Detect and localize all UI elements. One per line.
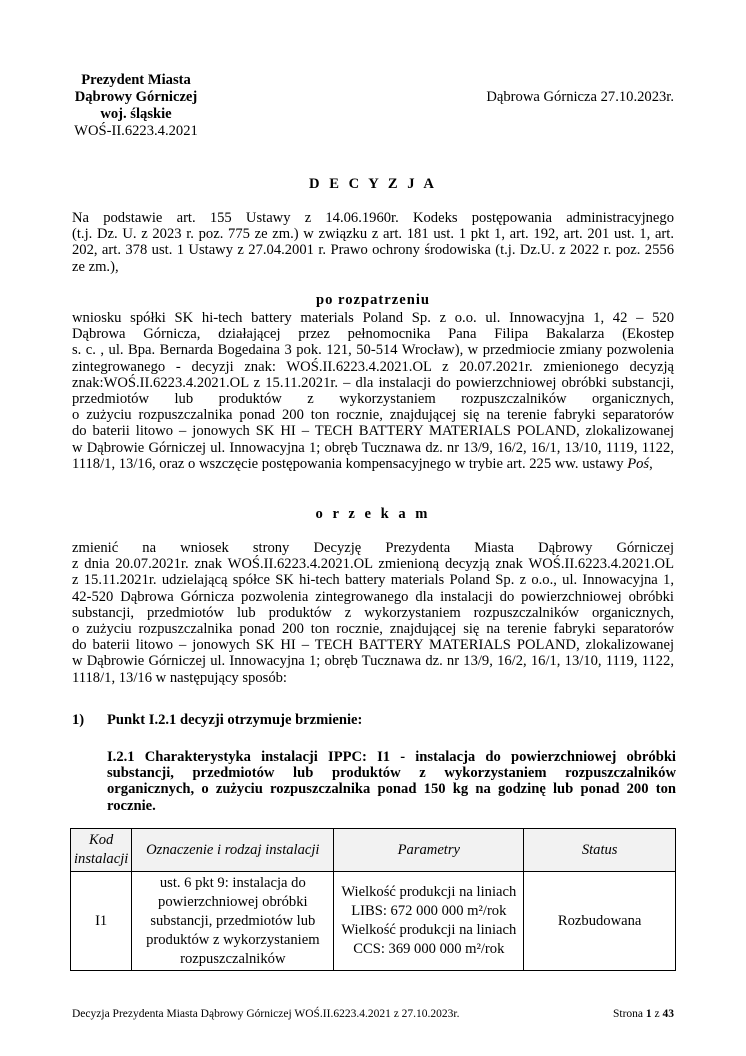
page-footer bbox=[72, 1008, 674, 1020]
page-sep: z bbox=[654, 1008, 660, 1020]
text-line: organicznych, o zużyciu rozpuszczalnika ponad 150 kg na godzinę lub ponad 200 ton bbox=[107, 781, 676, 798]
installation-table bbox=[70, 828, 676, 971]
item-text: Punkt I.2.1 decyzji otrzymuje brzmienie: bbox=[107, 712, 363, 728]
law-abbreviation: Poś bbox=[627, 455, 650, 472]
text-line: Dąbrowa Górnicza, działającej przez pełnomocnika Pana Filipa Bakalarza (Ekostep bbox=[72, 326, 674, 343]
text-line: znak:WOŚ.II.6223.4.2021.OL z 15.11.2021r. – dla instalacji do powierzchniowej obróbki substancji, bbox=[72, 374, 674, 391]
text-line: o zużyciu rozpuszczalnika ponad 200 ton rocznie, znajdującej się na terenie fabryki separatorów bbox=[72, 407, 674, 424]
issuer-block bbox=[58, 72, 214, 140]
col-header-status: Status bbox=[524, 829, 676, 872]
text-line: rocznie. bbox=[107, 797, 156, 814]
text-line: o zużyciu rozpuszczalnika ponad 200 ton rocznie, znajdującej się na terenie fabryki separatorów bbox=[72, 621, 674, 638]
footer-reference: Decyzja Prezydenta Miasta Dąbrowy Górniczej WOŚ.II.6223.4.2021 z 27.10.2023r. bbox=[72, 1008, 460, 1020]
text-line: ze zm.), bbox=[72, 258, 119, 275]
text-line: s. c. , ul. Bpa. Bernarda Bogedaina 3 pok. 121, 50-514 Wrocław), w przedmiocie zmiany pozwolenia bbox=[72, 342, 674, 359]
table-row bbox=[71, 872, 676, 971]
page-label: Strona bbox=[612, 1008, 644, 1020]
text-line: zintegrowanego - decyzji znak: WOŚ.II.6223.4.2021.OL z 20.07.2021r. zmienionego decyzją bbox=[72, 358, 674, 375]
text-line: substancji, przedmiotów lub produktów z wykorzystaniem rozpuszczalników organicznych, bbox=[72, 604, 674, 621]
text-line: przedmiotów lub produktów z wykorzystaniem rozpuszczalników organicznych, bbox=[72, 391, 674, 408]
parameter-ccs: Wielkość produkcji na liniach CCS: 369 000 000 m²/rok bbox=[341, 922, 517, 957]
text-line: I.2.1 Charakterystyka instalacji IPPC: I1 - instalacja do powierzchniowej obróbki bbox=[107, 749, 676, 765]
cell-designation: ust. 6 pkt 9: instalacja do powierzchniowej obróbki substancji, przedmiotów lub produktów z wykorzystaniem rozpuszczalników bbox=[132, 872, 334, 971]
legal-basis-paragraph bbox=[72, 210, 674, 275]
application-paragraph bbox=[72, 310, 674, 472]
issuer-line: Prezydent Miasta bbox=[81, 72, 191, 88]
col-header-parameters: Parametry bbox=[334, 829, 524, 872]
text-line: w Dąbrowie Górniczej ul. Innowacyjna 1; obręb Tucznawa dz. nr 13/9, 16/2, 16/1, 13/10, 1119, 1122, bbox=[72, 653, 674, 670]
text-line: 202, art. 378 ust. 1 Ustawy z 27.04.2001 r. Prawo ochrony środowiska (t.j. Dz.U. z 2022 r. poz. 2556 bbox=[72, 242, 674, 259]
heading-decide: o r z e k a m bbox=[315, 506, 431, 522]
text-line: 1118/1, 13/16 w następujący sposób: bbox=[72, 669, 287, 686]
cell-status: Rozbudowana bbox=[524, 872, 676, 971]
text-line: w Dąbrowie Górniczej ul. Innowacyjna 1; obręb Tucznawa dz. nr 13/9, 16/2, 16/1, 13/10, 1119, 1122, bbox=[72, 439, 674, 456]
item-number: 1) bbox=[72, 712, 85, 728]
parameter-libs: Wielkość produkcji na liniach LIBS: 672 000 000 m²/rok bbox=[341, 884, 517, 919]
text-line: do baterii litowo – jonowych SK HI – TECH BATTERY MATERIALS POLAND, zlokalizowanej bbox=[72, 637, 674, 654]
cell-parameters bbox=[334, 872, 524, 971]
case-number: WOŚ-II.6223.4.2021 bbox=[74, 123, 198, 139]
text-line: substancji, przedmiotów lub produktów z wykorzystaniem rozpuszczalników bbox=[107, 765, 676, 782]
place-date: Dąbrowa Górnicza 27.10.2023r. bbox=[486, 89, 674, 105]
text-line: zmienić na wniosek strony Decyzję Prezydenta Miasta Dąbrowy Górniczej bbox=[72, 540, 674, 556]
text-line: z 15.11.2021r. udzielającą spółce SK hi-tech battery materials Poland Sp. z o.o., ul. Innowacyjna 1, bbox=[72, 572, 674, 589]
text-line: do baterii litowo – jonowych SK HI – TECH BATTERY MATERIALS POLAND, zlokalizowanej bbox=[72, 423, 674, 440]
col-header-code: Kod instalacji bbox=[71, 829, 132, 872]
text-line: wniosku spółki SK hi-tech battery materials Poland Sp. z o.o. ul. Innowacyjna 1, 42 – 520 bbox=[72, 310, 674, 326]
page-current: 1 bbox=[645, 1008, 652, 1020]
text-line: Na podstawie art. 155 Ustawy z 14.06.1960r. Kodeks postępowania administracyjnego bbox=[72, 210, 674, 226]
decision-paragraph bbox=[72, 540, 674, 686]
col-header-designation: Oznaczenie i rodzaj instalacji bbox=[132, 829, 334, 872]
page-total: 43 bbox=[662, 1008, 674, 1020]
issuer-line: woj. śląskie bbox=[100, 106, 172, 122]
document-title: D E C Y Z J A bbox=[309, 176, 437, 192]
issuer-line: Dąbrowy Górniczej bbox=[74, 89, 198, 105]
table-header-row bbox=[71, 829, 676, 872]
page-number bbox=[613, 1008, 674, 1020]
text-line: (t.j. Dz. U. z 2023 r. poz. 775 ze zm.) w związku z art. 181 ust. 1 pkt 1, art. 192, art. 201 ust. 1, art. bbox=[72, 226, 674, 243]
text-line: 42-520 Dąbrowa Górnicza pozwolenia zintegrowanego dla instalacji do powierzchniowej obróbki bbox=[72, 588, 674, 605]
text-line: 1118/1, 13/16, oraz o wszczęcie postępowania kompensacyjnego w trybie art. 225 ww. ustawy Poś, bbox=[72, 455, 653, 472]
heading-considering: po rozpatrzeniu bbox=[315, 292, 431, 308]
text-line: z dnia 20.07.2021r. znak WOŚ.II.6223.4.2021.OL zmienioną decyzją znak WOŚ.II.6223.4.2021.OL bbox=[72, 556, 674, 573]
ippc-characteristics bbox=[107, 749, 676, 814]
cell-code: I1 bbox=[71, 872, 132, 971]
